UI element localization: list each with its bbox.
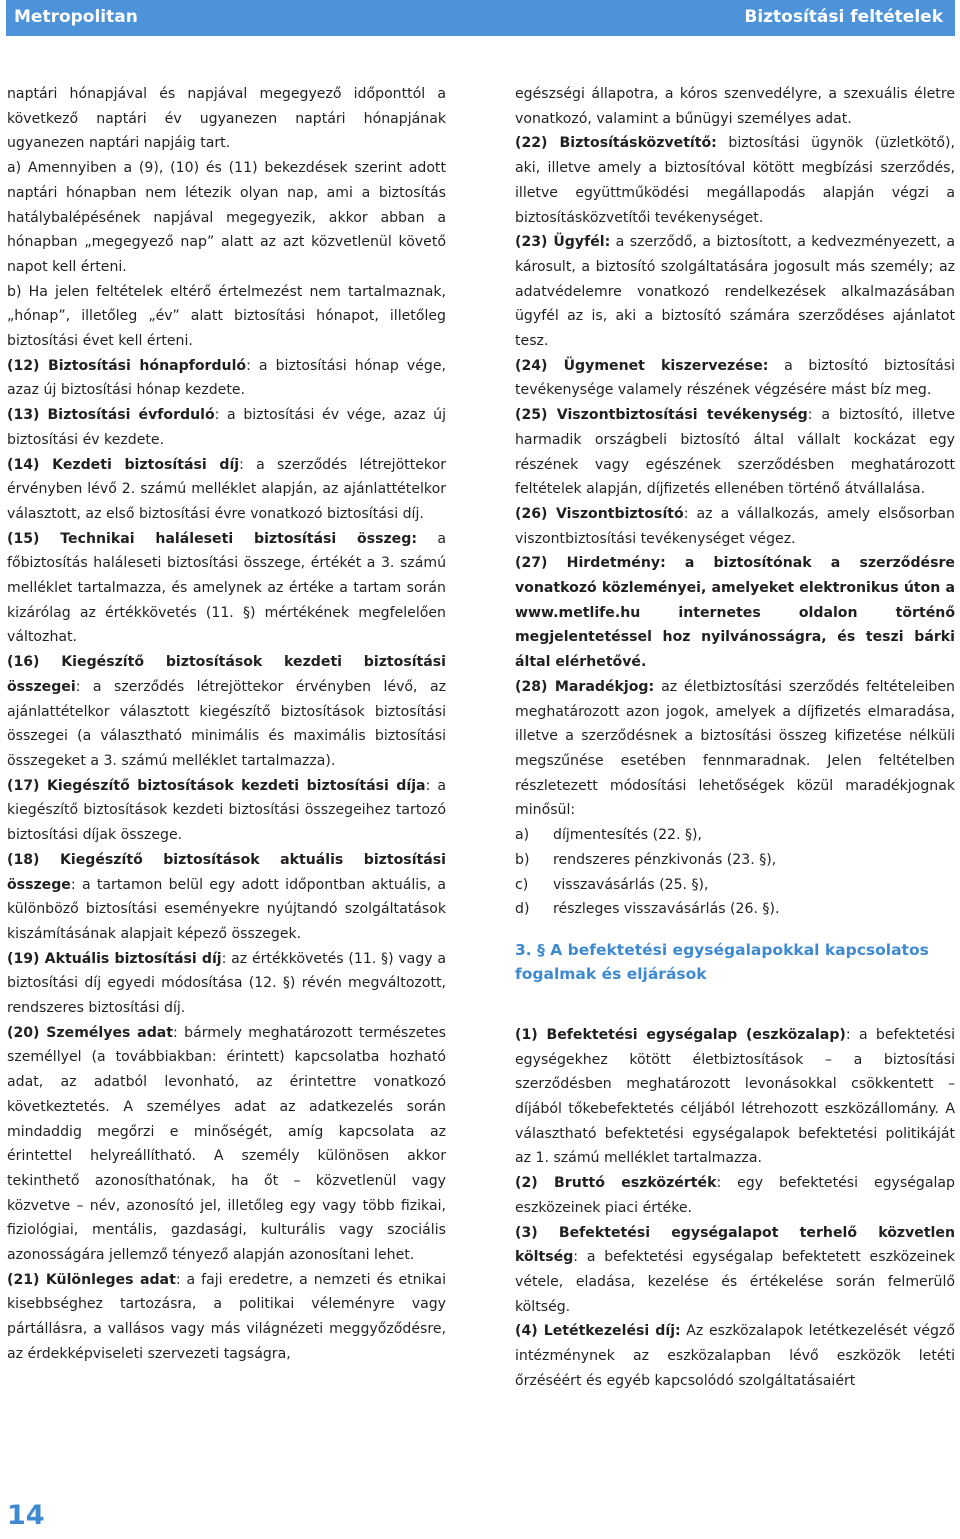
definition-text: a biztosító biztosítási tevékenysége valamely részének végzésére mást bíz meg. [515,357,955,399]
page-header [6,0,955,36]
definition-15 [7,527,446,651]
list-item [515,873,955,898]
definition-term: (3) Befektetési egységalapot terhelő közvetlen költség [515,1224,955,1266]
definition-term: (21) Különleges adat [7,1271,176,1288]
definition-text: : bármely meghatározott természetes személlyel (a továbbiakban: érintett) kapcsolatba hozható adat, az adatból levonható, az érintettre vonatkozó következtetés. A személyes adat az adatkezelés során mindaddig megőrzi e minőségét, amíg kapcsolata az érintettel helyreállítható. A személy különösen akkor tekinthető azonosíthatónak, ha őt – közvetlenül vagy közvetve – név, azonosító jel, illetőleg egy vagy több fizikai, fiziológiai, mentális, gazdasági, kulturális vagy szociális azonosságára jellemző tényező alapján azonosítani lehet. [7,1024,447,1264]
page-number: 14 [7,1500,45,1531]
list-marker: b) [515,851,530,868]
definition-23 [515,230,955,354]
definition-term: (17) Kiegészítő biztosítások kezdeti biztosítási díja [7,777,426,794]
list-marker: d) [515,901,530,918]
list-text: rendszeres pénzkivonás (23. §), [553,851,777,868]
definition-28 [515,675,955,823]
definition-text: : egy befektetési egységalap eszközeinek piaci értéke. [515,1175,955,1216]
list-text: díjmentesítés (22. §), [553,827,703,844]
definition-s4 [515,1319,955,1393]
paragraph: egészségi állapotra, a kóros szenvedélyre, a szexuális életre vonatkozó, valamint a bűnügyi személyes adat. [515,86,955,127]
paragraph: naptári hónapjával és napjával megegyező időponttól a következő naptári év ugyanezen naptári hónapjának ugyanezen naptári napjáig tart. [7,86,446,152]
list-item [515,897,955,922]
definition-text: : a faji eredetre, a nemzeti és etnikai kisebbséghez tartozásra, a politikai véleményre vagy pártállásra, a vallásos vagy más világnézeti meggyőződésre, az érdekképviseleti szervezeti tagságra, [7,1271,446,1362]
definition-text: : a biztosító, illetve harmadik országbeli biztosító által vállalt kockázat egy részének vagy egészének szerződésben meghatározott feltételek alapján, díjfizetés ellenében történő átvállalása. [515,407,956,498]
left-column [7,82,446,1367]
definition-term: (15) Technikai haláleseti biztosítási összeg: [7,530,417,547]
list-item [515,823,955,848]
definition-text: : a befektetési egységalap befektetett eszközeinek vétele, eladása, kezelése és értékelése során felmerülő költség. [515,1249,955,1315]
definition-term: (13) Biztosítási évforduló [7,407,215,424]
definition-term: (4) Letétkezelési díj: [515,1323,681,1340]
definition-24 [515,354,955,403]
definition-text: : a szerződés létrejöttekor érvényben lévő 2. számú melléklet alapján, az ajánlattételkor választott, az első biztosítási évre vonatkozó biztosítási díj. [7,456,446,522]
definition-text: : a tartamon belül egy adott időpontban aktuális, a különböző biztosítási eseményekre nyújtandó szolgáltatások kiszámításának alapjait képező összegek. [7,876,446,942]
definition-term: (26) Viszontbiztosító [515,505,684,522]
paragraph: b) Ha jelen feltételek eltérő értelmezést nem tartalmaznak, „hónap”, illetőleg „év” alatt biztosítási hónapot, illetőleg biztosítási évet kell érteni. [7,283,446,350]
definition-25 [515,403,955,502]
brand-name: Metropolitan [14,7,138,27]
definition-term: (2) Bruttó eszközérték [515,1175,717,1192]
definition-term: (25) Viszontbiztosítási tevékenység [515,407,808,424]
list-text: részleges visszavásárlás (26. §). [553,901,780,918]
definition-text: : az értékkövetés (11. §) vagy a biztosítási díj egyedi módosítása (12. §) révén megváltozott, rendszeres biztosítási díj. [7,950,447,1017]
definition-term: (24) Ügymenet kiszervezése: [515,357,769,374]
section-heading: 3. § A befektetési egységalapokkal kapcsolatos fogalmak és eljárások [515,940,929,983]
definition-20 [7,1021,446,1268]
right-column [515,82,955,1393]
definition-text: a főbiztosítás haláleseti biztosítási összege, értékét a 3. számú melléklet tartalmazza, és amelynek az értéke a tartam során kizárólag az értékkövetés (11. §) mértékének megfelelően változhat. [7,530,446,646]
definition-term: (20) Személyes adat [7,1024,174,1041]
definition-text: biztosítási ügynök (üzletkötő), aki, illetve amely a biztosítóval kötött megbízási szerződés, illetve együttműködési megállapodás alapján végzi a biztosításközvetítői tevékenységet. [515,135,955,226]
definition-26 [515,502,955,551]
definition-s3 [515,1221,955,1320]
list-marker: c) [515,876,529,893]
definition-text: az életbiztosítási szerződés feltételeiben meghatározott azon jogok, amelyek a díjfizetés elmaradása, illetve a szerződésnek a biztosítási összeg kifizetése nélküli megszűnése esetében fennmaradnak. Jelen feltételben részletezett módosítási lehetőségek közül maradékjognak minősül: [515,678,955,819]
definition-text: : a kiegészítő biztosítások kezdeti biztosítási összegeihez tartozó biztosítási díjak összege. [7,777,446,844]
definition-18 [7,848,446,947]
definition-s1 [515,1023,955,1171]
paragraph: a) Amennyiben a (9), (10) és (11) bekezdések szerint adott naptári hónapban nem létezik olyan nap, ami a biztosítás hatálybalépésének napjával megegyezik, akkor abban a hónapban „megegyező nap” alatt az azt közvetlenül követő napot kell érteni. [7,160,446,275]
definition-19 [7,947,446,1021]
definition-13 [7,403,446,452]
definition-text: (27) Hirdetmény: a biztosítónak a szerződésre vonatkozó közleményei, amelyeket elektronikus úton a www.metlife.hu internetes oldalon történő megjelentetéssel hoz nyilvánosságra, és teszi bárki által elérhetővé. [515,555,955,671]
definition-text: Az eszközalapok letétkezelését végző intézménynek az eszközalapban lévő eszközök letéti őrzéséért és egyéb kapcsolódó szolgáltatásaiért [515,1323,955,1389]
definition-text: : az a vállalkozás, amely elsősorban viszontbiztosítási tevékenységet végez. [515,505,955,547]
definition-21 [7,1268,446,1367]
definition-text: : a biztosítási év vége, azaz új biztosítási év kezdete. [7,407,446,448]
definition-term: (23) Ügyfél: [515,234,611,251]
definition-16 [7,650,446,774]
definition-14 [7,453,446,527]
definition-term: (19) Aktuális biztosítási díj [7,950,222,967]
definition-term: (1) Befektetési egységalap (eszközalap) [515,1026,846,1043]
definition-term: (22) Biztosításközvetítő: [515,135,717,152]
definition-term: (18) Kiegészítő biztosítások aktuális biztosítási összege [7,851,446,893]
definition-term: (16) Kiegészítő biztosítások kezdeti biztosítási összegei [7,654,446,695]
definition-term: (12) Biztosítási hónapforduló [7,357,247,374]
definition-17 [7,774,446,848]
definition-term: (28) Maradékjog: [515,678,655,695]
definition-text: : a szerződés létrejöttekor érvényben lévő, az ajánlattételkor választott kiegészítő biztosítások biztosítási összegei (a választható minimális és maximális biztosítási összegeket a 3. számú melléklet tartalmazza). [7,678,446,769]
definition-text: : a befektetési egységekhez kötött életbiztosítások – a biztosítási szerződésben meghatározott levonásokkal csökkentett – díjából tőkebefektetés céljából létrehozott eszközállomány. A választható befektetési egységalapok befektetési politikáját az 1. számú melléklet tartalmazza. [515,1026,955,1167]
definition-text: : a biztosítási hónap vége, azaz új biztosítási hónap kezdete. [7,357,446,399]
list-marker: a) [515,827,530,844]
definition-22 [515,131,955,230]
definition-term: (14) Kezdeti biztosítási díj [7,456,240,473]
definition-27 [515,551,955,675]
list-text: visszavásárlás (25. §), [553,876,709,893]
document-title: Biztosítási feltételek [744,7,943,27]
definition-s2 [515,1171,955,1220]
definition-12 [7,354,446,403]
definition-text: a szerződő, a biztosított, a kedvezményezett, a károsult, a biztosító szolgáltatására jogosult más személy; az adatvédelemre vonatkozó rendelkezések alkalmazásában ügyfél az is, aki a biztosító számára szerződéses ajánlatot tesz. [515,234,955,350]
list-item [515,848,955,873]
